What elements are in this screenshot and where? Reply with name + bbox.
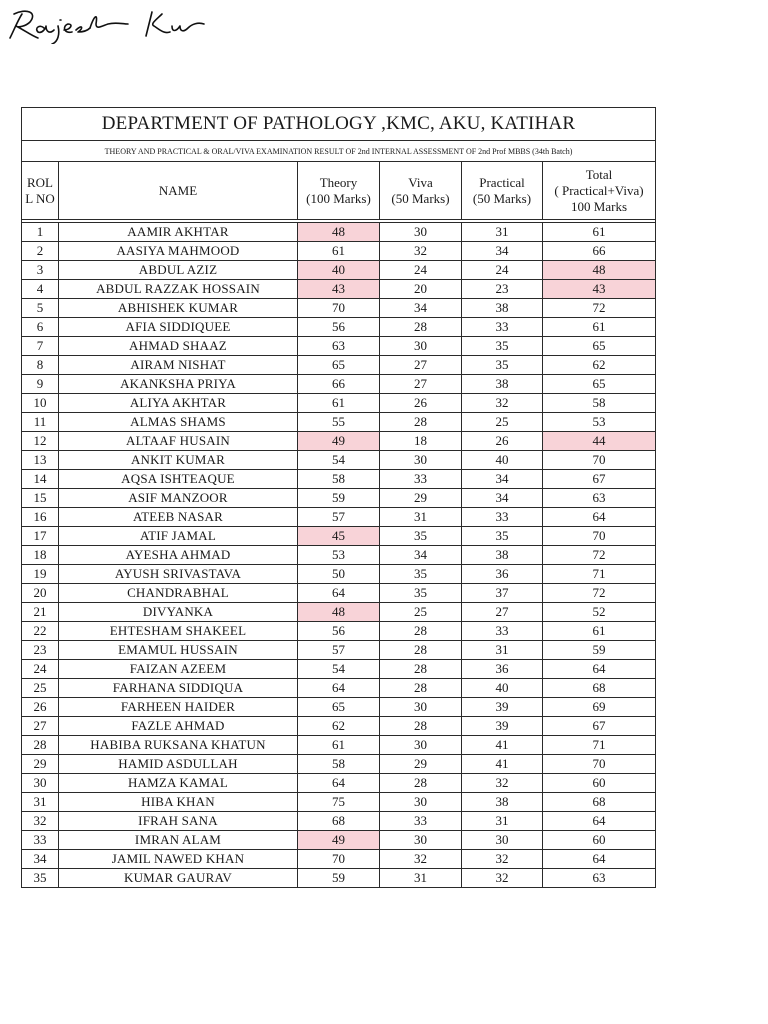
student-name: DIVYANKA: [59, 603, 298, 622]
theory-marks: 70: [298, 850, 380, 869]
roll-cell: 2: [22, 242, 59, 261]
student-name: AFIA SIDDIQUEE: [59, 318, 298, 337]
viva-marks: 34: [380, 299, 462, 318]
total-marks: 63: [543, 489, 656, 508]
table-row: [22, 641, 656, 660]
practical-marks: 36: [462, 565, 543, 584]
column-header-viva-line: (50 Marks): [391, 190, 450, 206]
column-header-theory-line: (100 Marks): [306, 190, 371, 206]
viva-marks: 30: [380, 793, 462, 812]
practical-marks: 41: [462, 755, 543, 774]
student-name: ABDUL RAZZAK HOSSAIN: [59, 280, 298, 299]
practical-marks: 35: [462, 527, 543, 546]
theory-marks: 50: [298, 565, 380, 584]
roll-cell: 35: [22, 869, 59, 888]
viva-marks: 24: [380, 261, 462, 280]
result-rows: [22, 223, 656, 888]
table-row: [22, 394, 656, 413]
roll-cell: 28: [22, 736, 59, 755]
theory-marks: 59: [298, 869, 380, 888]
practical-marks: 38: [462, 546, 543, 565]
practical-marks: 30: [462, 831, 543, 850]
roll-cell: 26: [22, 698, 59, 717]
student-name: KUMAR GAURAV: [59, 869, 298, 888]
viva-marks: 33: [380, 470, 462, 489]
practical-marks: 39: [462, 717, 543, 736]
theory-marks: 70: [298, 299, 380, 318]
practical-marks: 33: [462, 508, 543, 527]
theory-marks: 57: [298, 641, 380, 660]
theory-marks: 54: [298, 660, 380, 679]
total-marks: 61: [543, 223, 656, 242]
table-row: [22, 451, 656, 470]
viva-marks: 31: [380, 869, 462, 888]
roll-cell: 3: [22, 261, 59, 280]
total-marks: 64: [543, 508, 656, 527]
total-marks: 44: [543, 432, 656, 451]
total-marks: 68: [543, 679, 656, 698]
roll-cell: 30: [22, 774, 59, 793]
theory-marks: 58: [298, 470, 380, 489]
student-name: EMAMUL HUSSAIN: [59, 641, 298, 660]
theory-marks: 56: [298, 622, 380, 641]
student-name: AHMAD SHAAZ: [59, 337, 298, 356]
total-marks: 64: [543, 812, 656, 831]
total-marks: 70: [543, 527, 656, 546]
table-row: [22, 660, 656, 679]
student-name: EHTESHAM SHAKEEL: [59, 622, 298, 641]
table-row: [22, 546, 656, 565]
viva-marks: 30: [380, 337, 462, 356]
student-name: JAMIL NAWED KHAN: [59, 850, 298, 869]
table-row: [22, 679, 656, 698]
viva-marks: 28: [380, 641, 462, 660]
roll-cell: 20: [22, 584, 59, 603]
theory-marks: 61: [298, 736, 380, 755]
roll-cell: 11: [22, 413, 59, 432]
roll-cell: 10: [22, 394, 59, 413]
roll-cell: 31: [22, 793, 59, 812]
student-name: ATIF JAMAL: [59, 527, 298, 546]
student-name: AIRAM NISHAT: [59, 356, 298, 375]
practical-marks: 33: [462, 622, 543, 641]
viva-marks: 29: [380, 755, 462, 774]
practical-marks: 34: [462, 242, 543, 261]
viva-marks: 26: [380, 394, 462, 413]
viva-marks: 28: [380, 413, 462, 432]
viva-marks: 28: [380, 622, 462, 641]
column-header-total-line: Total: [585, 166, 613, 182]
table-row: [22, 793, 656, 812]
student-name: IMRAN ALAM: [59, 831, 298, 850]
roll-cell: 19: [22, 565, 59, 584]
viva-marks: 30: [380, 736, 462, 755]
viva-marks: 32: [380, 850, 462, 869]
practical-marks: 32: [462, 774, 543, 793]
result-sheet: [21, 107, 655, 888]
column-header-name-line: NAME: [158, 182, 198, 198]
viva-marks: 30: [380, 831, 462, 850]
table-row: [22, 774, 656, 793]
table-row: [22, 356, 656, 375]
total-marks: 60: [543, 831, 656, 850]
student-name: ALMAS SHAMS: [59, 413, 298, 432]
table-row: [22, 299, 656, 318]
viva-marks: 28: [380, 717, 462, 736]
table-row: [22, 318, 656, 337]
column-header-viva-line: Viva: [408, 174, 433, 190]
total-marks: 59: [543, 641, 656, 660]
table-row: [22, 413, 656, 432]
table-row: [22, 698, 656, 717]
roll-cell: 17: [22, 527, 59, 546]
total-marks: 70: [543, 451, 656, 470]
viva-marks: 35: [380, 527, 462, 546]
viva-marks: 30: [380, 223, 462, 242]
student-name: HIBA KHAN: [59, 793, 298, 812]
practical-marks: 38: [462, 375, 543, 394]
viva-marks: 29: [380, 489, 462, 508]
practical-marks: 34: [462, 489, 543, 508]
student-name: CHANDRABHAL: [59, 584, 298, 603]
total-marks: 64: [543, 850, 656, 869]
practical-marks: 38: [462, 299, 543, 318]
roll-cell: 21: [22, 603, 59, 622]
theory-marks: 61: [298, 242, 380, 261]
table-row: [22, 508, 656, 527]
table-row: [22, 831, 656, 850]
student-name: AQSA ISHTEAQUE: [59, 470, 298, 489]
total-marks: 70: [543, 755, 656, 774]
total-marks: 65: [543, 337, 656, 356]
total-marks: 72: [543, 299, 656, 318]
roll-cell: 14: [22, 470, 59, 489]
table-row: [22, 717, 656, 736]
viva-marks: 31: [380, 508, 462, 527]
theory-marks: 62: [298, 717, 380, 736]
student-name: FAIZAN AZEEM: [59, 660, 298, 679]
table-row: [22, 603, 656, 622]
roll-cell: 8: [22, 356, 59, 375]
student-name: ATEEB NASAR: [59, 508, 298, 527]
viva-marks: 20: [380, 280, 462, 299]
practical-marks: 32: [462, 869, 543, 888]
table-row: [22, 337, 656, 356]
viva-marks: 27: [380, 375, 462, 394]
theory-marks: 65: [298, 356, 380, 375]
roll-cell: 23: [22, 641, 59, 660]
table-row: [22, 261, 656, 280]
column-header-practical-line: Practical: [479, 174, 525, 190]
viva-marks: 30: [380, 698, 462, 717]
practical-marks: 41: [462, 736, 543, 755]
student-name: FARHANA SIDDIQUA: [59, 679, 298, 698]
total-marks: 58: [543, 394, 656, 413]
theory-marks: 56: [298, 318, 380, 337]
roll-cell: 33: [22, 831, 59, 850]
practical-marks: 40: [462, 451, 543, 470]
theory-marks: 64: [298, 774, 380, 793]
roll-cell: 1: [22, 223, 59, 242]
student-name: HAMID ASDULLAH: [59, 755, 298, 774]
roll-cell: 29: [22, 755, 59, 774]
student-name: ABHISHEK KUMAR: [59, 299, 298, 318]
table-row: [22, 470, 656, 489]
column-header-total-line: ( Practical+Viva): [554, 182, 644, 198]
practical-marks: 38: [462, 793, 543, 812]
practical-marks: 31: [462, 223, 543, 242]
total-marks: 53: [543, 413, 656, 432]
column-header-roll-line: ROL: [27, 174, 53, 190]
practical-marks: 24: [462, 261, 543, 280]
table-row: [22, 375, 656, 394]
student-name: AAMIR AKHTAR: [59, 223, 298, 242]
total-marks: 62: [543, 356, 656, 375]
roll-cell: 15: [22, 489, 59, 508]
theory-marks: 75: [298, 793, 380, 812]
table-row: [22, 223, 656, 242]
roll-cell: 13: [22, 451, 59, 470]
practical-marks: 23: [462, 280, 543, 299]
practical-marks: 35: [462, 337, 543, 356]
roll-cell: 32: [22, 812, 59, 831]
total-marks: 61: [543, 622, 656, 641]
student-name: ALIYA AKHTAR: [59, 394, 298, 413]
table-row: [22, 280, 656, 299]
practical-marks: 39: [462, 698, 543, 717]
roll-cell: 7: [22, 337, 59, 356]
viva-marks: 35: [380, 565, 462, 584]
theory-marks: 61: [298, 394, 380, 413]
total-marks: 71: [543, 565, 656, 584]
roll-cell: 34: [22, 850, 59, 869]
total-marks: 64: [543, 660, 656, 679]
total-marks: 65: [543, 375, 656, 394]
theory-marks: 55: [298, 413, 380, 432]
table-row: [22, 869, 656, 888]
practical-marks: 37: [462, 584, 543, 603]
practical-marks: 36: [462, 660, 543, 679]
student-name: AASIYA MAHMOOD: [59, 242, 298, 261]
table-row: [22, 850, 656, 869]
practical-marks: 34: [462, 470, 543, 489]
viva-marks: 28: [380, 774, 462, 793]
viva-marks: 34: [380, 546, 462, 565]
theory-marks: 58: [298, 755, 380, 774]
result-table: [21, 107, 656, 888]
roll-cell: 27: [22, 717, 59, 736]
practical-marks: 35: [462, 356, 543, 375]
practical-marks: 32: [462, 850, 543, 869]
viva-marks: 28: [380, 679, 462, 698]
theory-marks: 53: [298, 546, 380, 565]
student-name: FAZLE AHMAD: [59, 717, 298, 736]
total-marks: 68: [543, 793, 656, 812]
practical-marks: 32: [462, 394, 543, 413]
theory-marks: 64: [298, 584, 380, 603]
column-header-practical-line: (50 Marks): [472, 190, 532, 206]
student-name: HAMZA KAMAL: [59, 774, 298, 793]
document-subtitle: THEORY AND PRACTICAL & ORAL/VIVA EXAMINATION RESULT OF 2nd INTERNAL ASSESSMENT OF 2nd Prof MBBS (34th Batch): [22, 141, 656, 162]
theory-marks: 68: [298, 812, 380, 831]
total-marks: 67: [543, 470, 656, 489]
total-marks: 48: [543, 261, 656, 280]
student-name: ANKIT KUMAR: [59, 451, 298, 470]
student-name: AKANKSHA PRIYA: [59, 375, 298, 394]
practical-marks: 40: [462, 679, 543, 698]
theory-marks: 48: [298, 603, 380, 622]
roll-cell: 18: [22, 546, 59, 565]
theory-marks: 54: [298, 451, 380, 470]
theory-marks: 63: [298, 337, 380, 356]
roll-cell: 9: [22, 375, 59, 394]
roll-cell: 22: [22, 622, 59, 641]
theory-marks: 48: [298, 223, 380, 242]
roll-cell: 16: [22, 508, 59, 527]
table-row: [22, 622, 656, 641]
total-marks: 69: [543, 698, 656, 717]
student-name: AYUSH SRIVASTAVA: [59, 565, 298, 584]
column-header-total: [543, 162, 656, 220]
total-marks: 67: [543, 717, 656, 736]
student-name: HABIBA RUKSANA KHATUN: [59, 736, 298, 755]
table-row: [22, 432, 656, 451]
viva-marks: 30: [380, 451, 462, 470]
theory-marks: 45: [298, 527, 380, 546]
table-row: [22, 736, 656, 755]
theory-marks: 43: [298, 280, 380, 299]
roll-cell: 6: [22, 318, 59, 337]
roll-cell: 12: [22, 432, 59, 451]
column-header-total-line: 100 Marks: [571, 198, 628, 214]
table-row: [22, 584, 656, 603]
total-marks: 52: [543, 603, 656, 622]
student-name: FARHEEN HAIDER: [59, 698, 298, 717]
table-row: [22, 812, 656, 831]
practical-marks: 26: [462, 432, 543, 451]
practical-marks: 27: [462, 603, 543, 622]
total-marks: 72: [543, 546, 656, 565]
theory-marks: 40: [298, 261, 380, 280]
theory-marks: 49: [298, 432, 380, 451]
viva-marks: 28: [380, 318, 462, 337]
document-title: DEPARTMENT OF PATHOLOGY ,KMC, AKU, KATIHAR: [22, 108, 656, 141]
total-marks: 72: [543, 584, 656, 603]
column-header-name: [59, 162, 298, 220]
theory-marks: 49: [298, 831, 380, 850]
viva-marks: 18: [380, 432, 462, 451]
theory-marks: 64: [298, 679, 380, 698]
roll-cell: 25: [22, 679, 59, 698]
viva-marks: 35: [380, 584, 462, 603]
table-row: [22, 527, 656, 546]
column-header-viva: [380, 162, 462, 220]
total-marks: 66: [543, 242, 656, 261]
practical-marks: 31: [462, 641, 543, 660]
total-marks: 71: [543, 736, 656, 755]
student-name: ABDUL AZIZ: [59, 261, 298, 280]
student-name: ALTAAF HUSAIN: [59, 432, 298, 451]
viva-marks: 25: [380, 603, 462, 622]
theory-marks: 59: [298, 489, 380, 508]
total-marks: 61: [543, 318, 656, 337]
practical-marks: 33: [462, 318, 543, 337]
total-marks: 63: [543, 869, 656, 888]
student-name: AYESHA AHMAD: [59, 546, 298, 565]
column-header-roll: [22, 162, 59, 220]
total-marks: 60: [543, 774, 656, 793]
handwritten-signature: [4, 2, 216, 44]
student-name: IFRAH SANA: [59, 812, 298, 831]
column-header-theory-line: Theory: [319, 174, 358, 190]
table-row: [22, 489, 656, 508]
viva-marks: 27: [380, 356, 462, 375]
practical-marks: 25: [462, 413, 543, 432]
viva-marks: 33: [380, 812, 462, 831]
theory-marks: 57: [298, 508, 380, 527]
column-header-practical: [462, 162, 543, 220]
theory-marks: 65: [298, 698, 380, 717]
viva-marks: 32: [380, 242, 462, 261]
table-row: [22, 565, 656, 584]
column-header-theory: [298, 162, 380, 220]
roll-cell: 5: [22, 299, 59, 318]
practical-marks: 31: [462, 812, 543, 831]
column-header-roll-line: L NO: [25, 190, 55, 206]
roll-cell: 24: [22, 660, 59, 679]
total-marks: 43: [543, 280, 656, 299]
table-row: [22, 755, 656, 774]
theory-marks: 66: [298, 375, 380, 394]
viva-marks: 28: [380, 660, 462, 679]
table-row: [22, 242, 656, 261]
student-name: ASIF MANZOOR: [59, 489, 298, 508]
roll-cell: 4: [22, 280, 59, 299]
